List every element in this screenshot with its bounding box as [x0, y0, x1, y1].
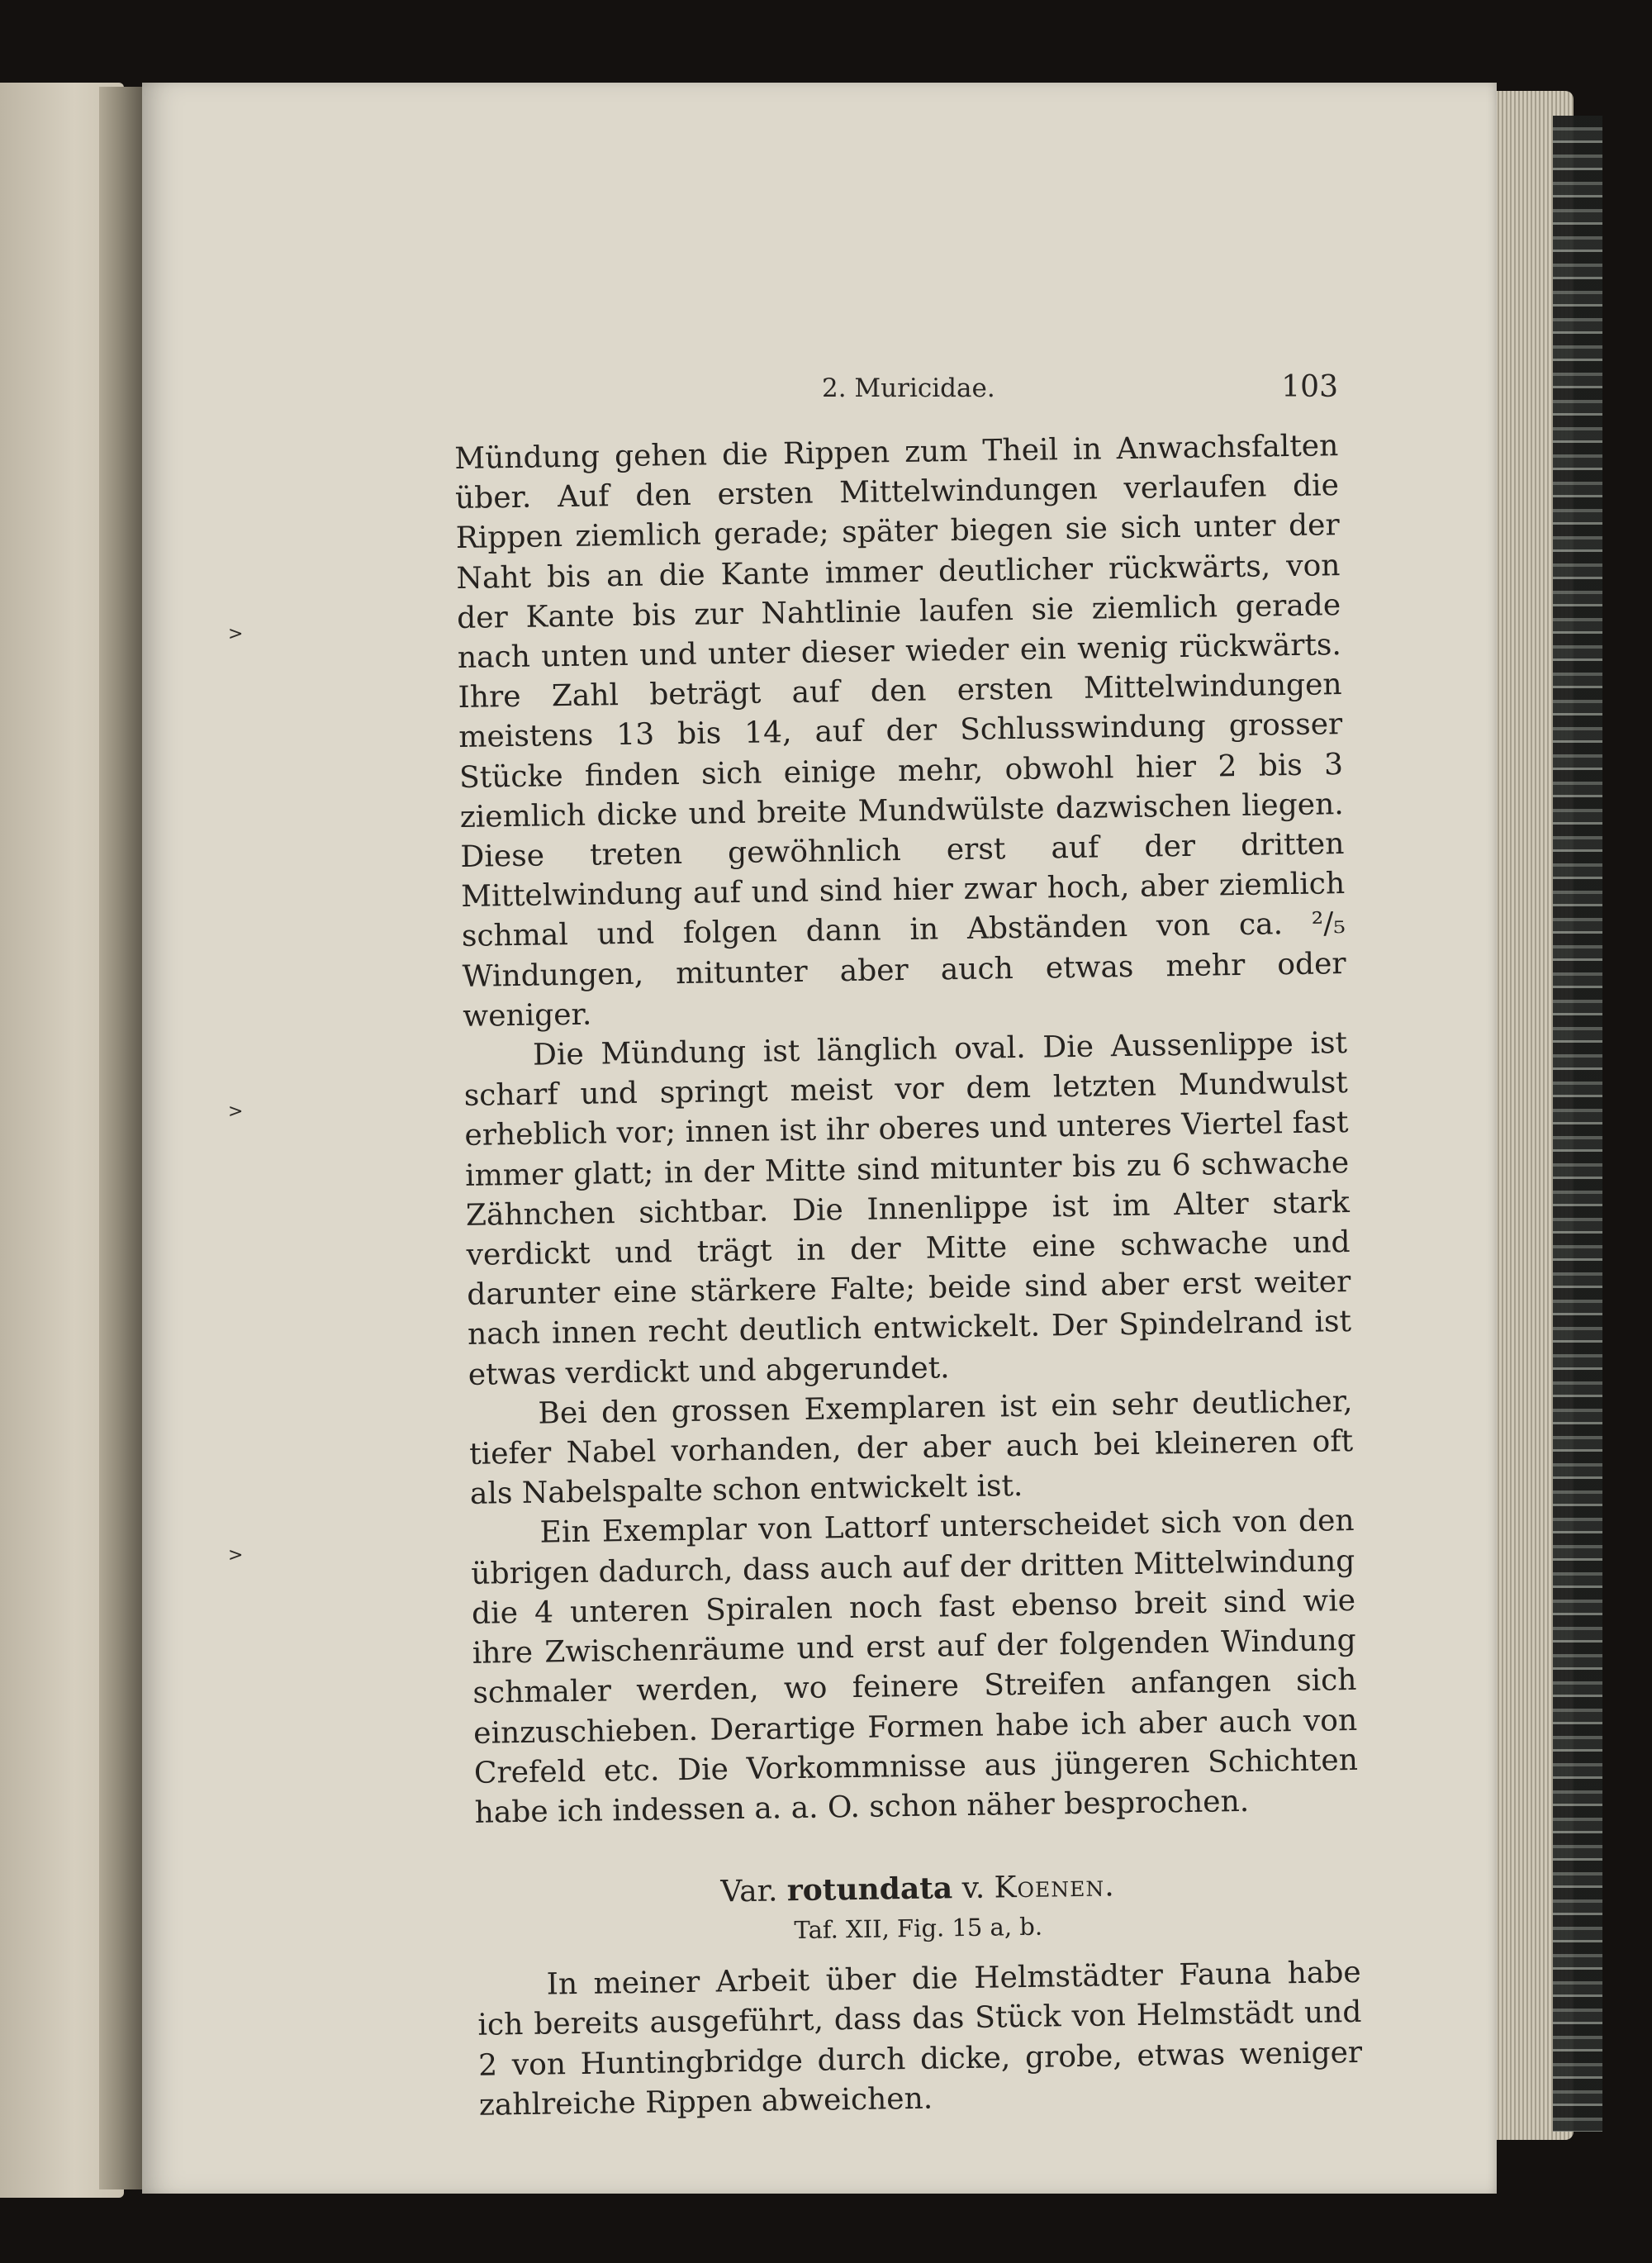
margin-marker: >: [228, 624, 244, 644]
paragraph: Mündung gehen die Rippen zum Theil in Anwachsfalten über. Auf den ersten Mittelwindungen verlaufen die Rippen ziemlich gerade; später biegen sie sich unter der Naht bis an die Kante immer deutlicher rückwärts, von der Kante bis zur Nahtlinie laufen sie ziemlich gerade nach unten und unter dieser wieder ein wenig rückwärts. Ihre Zahl beträgt auf den ersten Mittelwindungen meistens 13 bis 14, auf der Schlusswindung grosser Stücke finden sich einige mehr, obwohl hier 2 bis 3 ziemlich dicke und breite Mundwülste dazwischen liegen. Diese treten gewöhnlich erst auf der dritten Mittelwindung auf und sind hier zwar hoch, aber ziemlich schmal und folgen dann in Abständen von ca. ²/₅ Windungen, mitunter aber auch etwas mehr oder weniger.: [454, 429, 1346, 1034]
paragraph: Die Mündung ist länglich oval. Die Aussenlippe ist scharf und springt meist vor dem letzten Mundwulst erheblich vor; innen ist ihr oberes und unteres Viertel fast immer glatt; in der Mitte sind mitunter bis zu 6 schwache Zähnchen sichtbar. Die Innenlippe ist im Alter stark verdickt und trägt in der Mitte eine schwache und darunter eine stärkere Falte; beide sind aber erst weiter nach innen recht deutlich entwickelt. Der Spindelrand ist etwas verdickt und abgerundet.: [463, 1026, 1352, 1392]
paragraph: Ein Exemplar von Lattorf unterscheidet sich von den übrigen dadurch, dass auch auf der dritten Mittelwindung die 4 unteren Spiralen noch fast ebenso breit sind wie ihre Zwischenräume und erst auf der folgenden Windung schmaler werden, wo feinere Streifen anfangen sich einzuschieben. Derartige Formen habe ich aber auch von Crefeld etc. Die Vorkommnisse aus jüngeren Schichten habe ich indessen a. a. O. schon näher besprochen.: [471, 1504, 1359, 1830]
book-cover-edge: [1553, 116, 1602, 2132]
page-header: [454, 370, 1338, 415]
margin-marker: >: [228, 1545, 244, 1566]
running-title: 2. Muricidae.: [822, 373, 995, 403]
book-gutter: [99, 87, 145, 2189]
variety-name: rotundata: [786, 1871, 953, 1909]
book-page: [142, 83, 1497, 2194]
page-number: 103: [1281, 370, 1338, 404]
variety-author: Koenen.: [994, 1869, 1115, 1905]
paragraph: Bei den grossen Exemplaren ist ein sehr deutlicher, tiefer Nabel vorhanden, der aber auch bei kleineren oft als Nabelspalte schon entwickelt ist.: [468, 1384, 1354, 1512]
plate-reference: Taf. XII, Fig. 15 a, b.: [794, 1912, 1043, 1945]
body-text: [454, 426, 1363, 2126]
variety-prefix: Var.: [720, 1874, 778, 1909]
margin-marker: >: [228, 1101, 244, 1122]
paragraph: In meiner Arbeit über die Helmstädter Fauna habe ich bereits ausgeführt, dass das Stück von Helmstädt und 2 von Huntingbridge durch dicke, grobe, etwas weniger zahlreiche Rippen abweichen.: [477, 1956, 1363, 2123]
author-abbrev: v.: [961, 1871, 985, 1906]
